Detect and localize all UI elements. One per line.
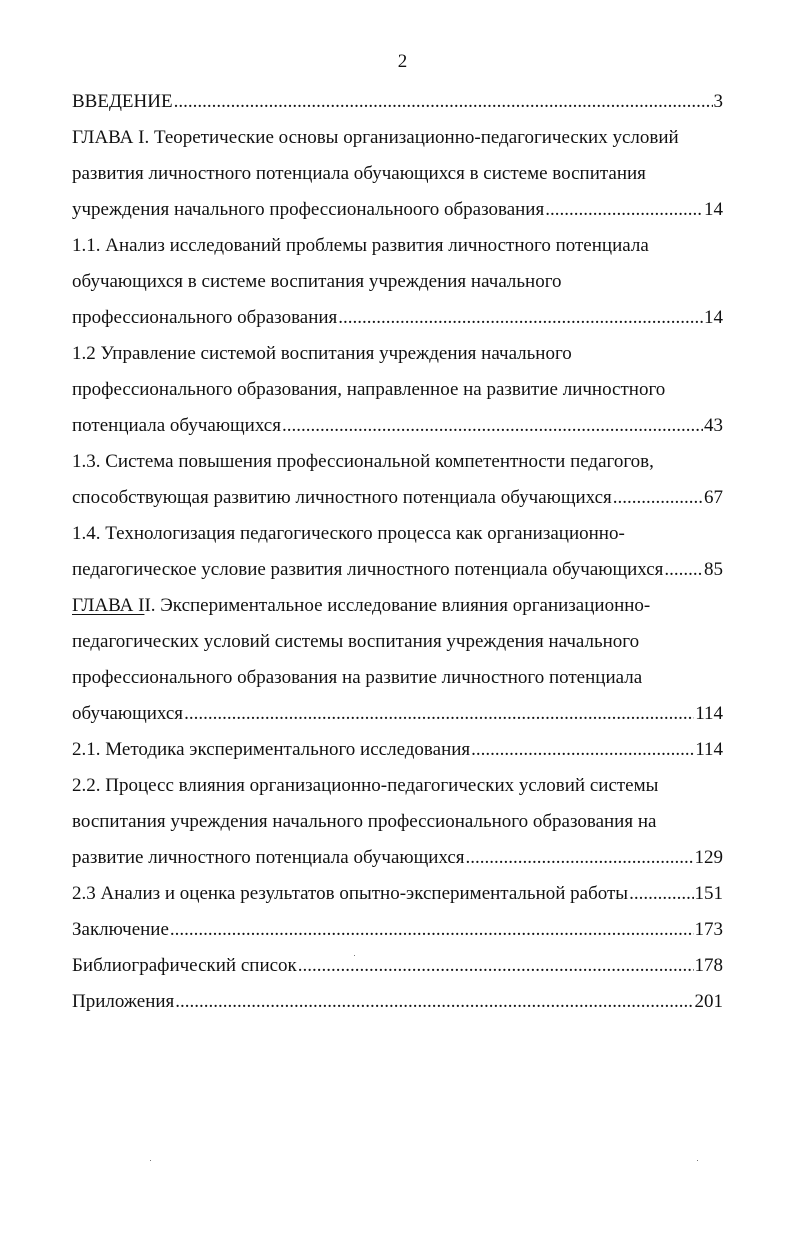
toc-entry-page: 178 [694, 955, 723, 976]
toc-entry-title-cont: воспитания учреждения начального профессионального образования на [72, 811, 657, 832]
toc-entry-chapter-1[interactable] [72, 120, 723, 228]
toc-entry-title-cont: педагогическое условие развития личностного потенциала обучающихся [72, 559, 664, 580]
dot-leader [174, 84, 713, 120]
toc-entry-title-cont: профессионального образования на развитие личностного потенциала [72, 667, 643, 688]
toc-entry-title-cont: способствующая развитию личностного потенциала обучающихся [72, 487, 612, 508]
dot-leader [545, 192, 703, 228]
toc-entry-section-1-3[interactable] [72, 444, 723, 516]
toc-entry-title: 2.2. Процесс влияния организационно-педагогических условий системы [72, 775, 659, 796]
toc-entry-title-cont: профессионального образования, направленное на развитие личностного [72, 379, 666, 400]
toc-entry-bibliography[interactable] [72, 948, 723, 984]
toc-entry-page: 151 [694, 883, 723, 904]
toc-entry-title: Заключение [72, 919, 169, 940]
chapter-prefix: ГЛАВА I. [72, 127, 150, 148]
toc-entry-page: 85 [704, 559, 723, 580]
toc-entry-title-cont: обучающихся [72, 703, 184, 724]
toc-entry-page: 173 [694, 919, 723, 940]
toc-entry-section-1-1[interactable] [72, 228, 723, 336]
toc-entry-title: ГЛАВА I. Теоретические основы организационно-педагогических условий [72, 127, 679, 148]
toc-entry-appendices[interactable] [72, 984, 723, 1020]
toc-entry-title: 2.1. Методика экспериментального исследования [72, 739, 471, 760]
page-number: 2 [397, 51, 408, 72]
toc-entry-page: 114 [695, 739, 723, 760]
toc-entry-page: 114 [695, 703, 723, 724]
chapter-prefix-underlined: ГЛАВА I [72, 595, 145, 616]
scan-speck [354, 955, 355, 956]
table-of-contents [72, 84, 723, 1020]
dot-leader [298, 948, 694, 984]
toc-entry-chapter-2[interactable] [72, 588, 723, 732]
dot-leader [184, 696, 694, 732]
dot-leader [175, 984, 693, 1020]
toc-entry-title-cont: обучающихся в системе воспитания учреждения начального [72, 271, 562, 292]
toc-entry-title: Библиографический список [72, 955, 297, 976]
toc-entry-title: 1.4. Технологизация педагогического процесса как организационно- [72, 523, 625, 544]
toc-entry-title-cont: потенциала обучающихся [72, 415, 281, 436]
toc-entry-title: 1.1. Анализ исследований проблемы развития личностного потенциала [72, 235, 649, 256]
toc-entry-title: 1.2 Управление системой воспитания учреждения начального [72, 343, 572, 364]
chapter-prefix-rest: I. [144, 595, 156, 616]
toc-entry-section-2-1[interactable] [72, 732, 723, 768]
dot-leader [613, 480, 703, 516]
toc-entry-section-1-4[interactable] [72, 516, 723, 588]
toc-entry-page: 14 [704, 307, 723, 328]
toc-entry-page: 3 [713, 91, 723, 112]
toc-entry-title-cont: развития личностного потенциала обучающихся в системе воспитания [72, 163, 646, 184]
toc-entry-title: ВВЕДЕНИЕ [72, 91, 173, 112]
toc-entry-page: 129 [694, 847, 723, 868]
dot-leader [664, 552, 703, 588]
toc-entry-title-cont: педагогических условий системы воспитания учреждения начального [72, 631, 640, 652]
toc-entry-page: 14 [704, 199, 723, 220]
toc-entry-title: 1.3. Система повышения профессиональной компетентности педагогов, [72, 451, 654, 472]
toc-entry-title-cont: учреждения начального профессиональноого образования [72, 199, 545, 220]
toc-entry-title: Приложения [72, 991, 175, 1012]
toc-entry-section-1-2[interactable] [72, 336, 723, 444]
scan-speck [697, 1160, 698, 1161]
toc-entry-title: 2.3 Анализ и оценка результатов опытно-экспериментальной работы [72, 883, 629, 904]
toc-entry-introduction[interactable] [72, 84, 723, 120]
toc-entry-page: 43 [704, 415, 723, 436]
scan-speck [150, 1160, 151, 1161]
toc-entry-title-cont: профессионального образования [72, 307, 338, 328]
toc-entry-title: ГЛАВА II. Экспериментальное исследование влияния организационно- [72, 595, 651, 616]
dot-leader [466, 840, 694, 876]
toc-entry-section-2-3[interactable] [72, 876, 723, 912]
toc-entry-section-2-2[interactable] [72, 768, 723, 876]
dot-leader [170, 912, 694, 948]
toc-entry-page: 67 [704, 487, 723, 508]
dot-leader [471, 732, 694, 768]
dot-leader [629, 876, 693, 912]
toc-entry-title-cont: развитие личностного потенциала обучающихся [72, 847, 465, 868]
dot-leader [338, 300, 703, 336]
toc-entry-conclusion[interactable] [72, 912, 723, 948]
toc-entry-page: 201 [694, 991, 723, 1012]
dot-leader [282, 408, 703, 444]
